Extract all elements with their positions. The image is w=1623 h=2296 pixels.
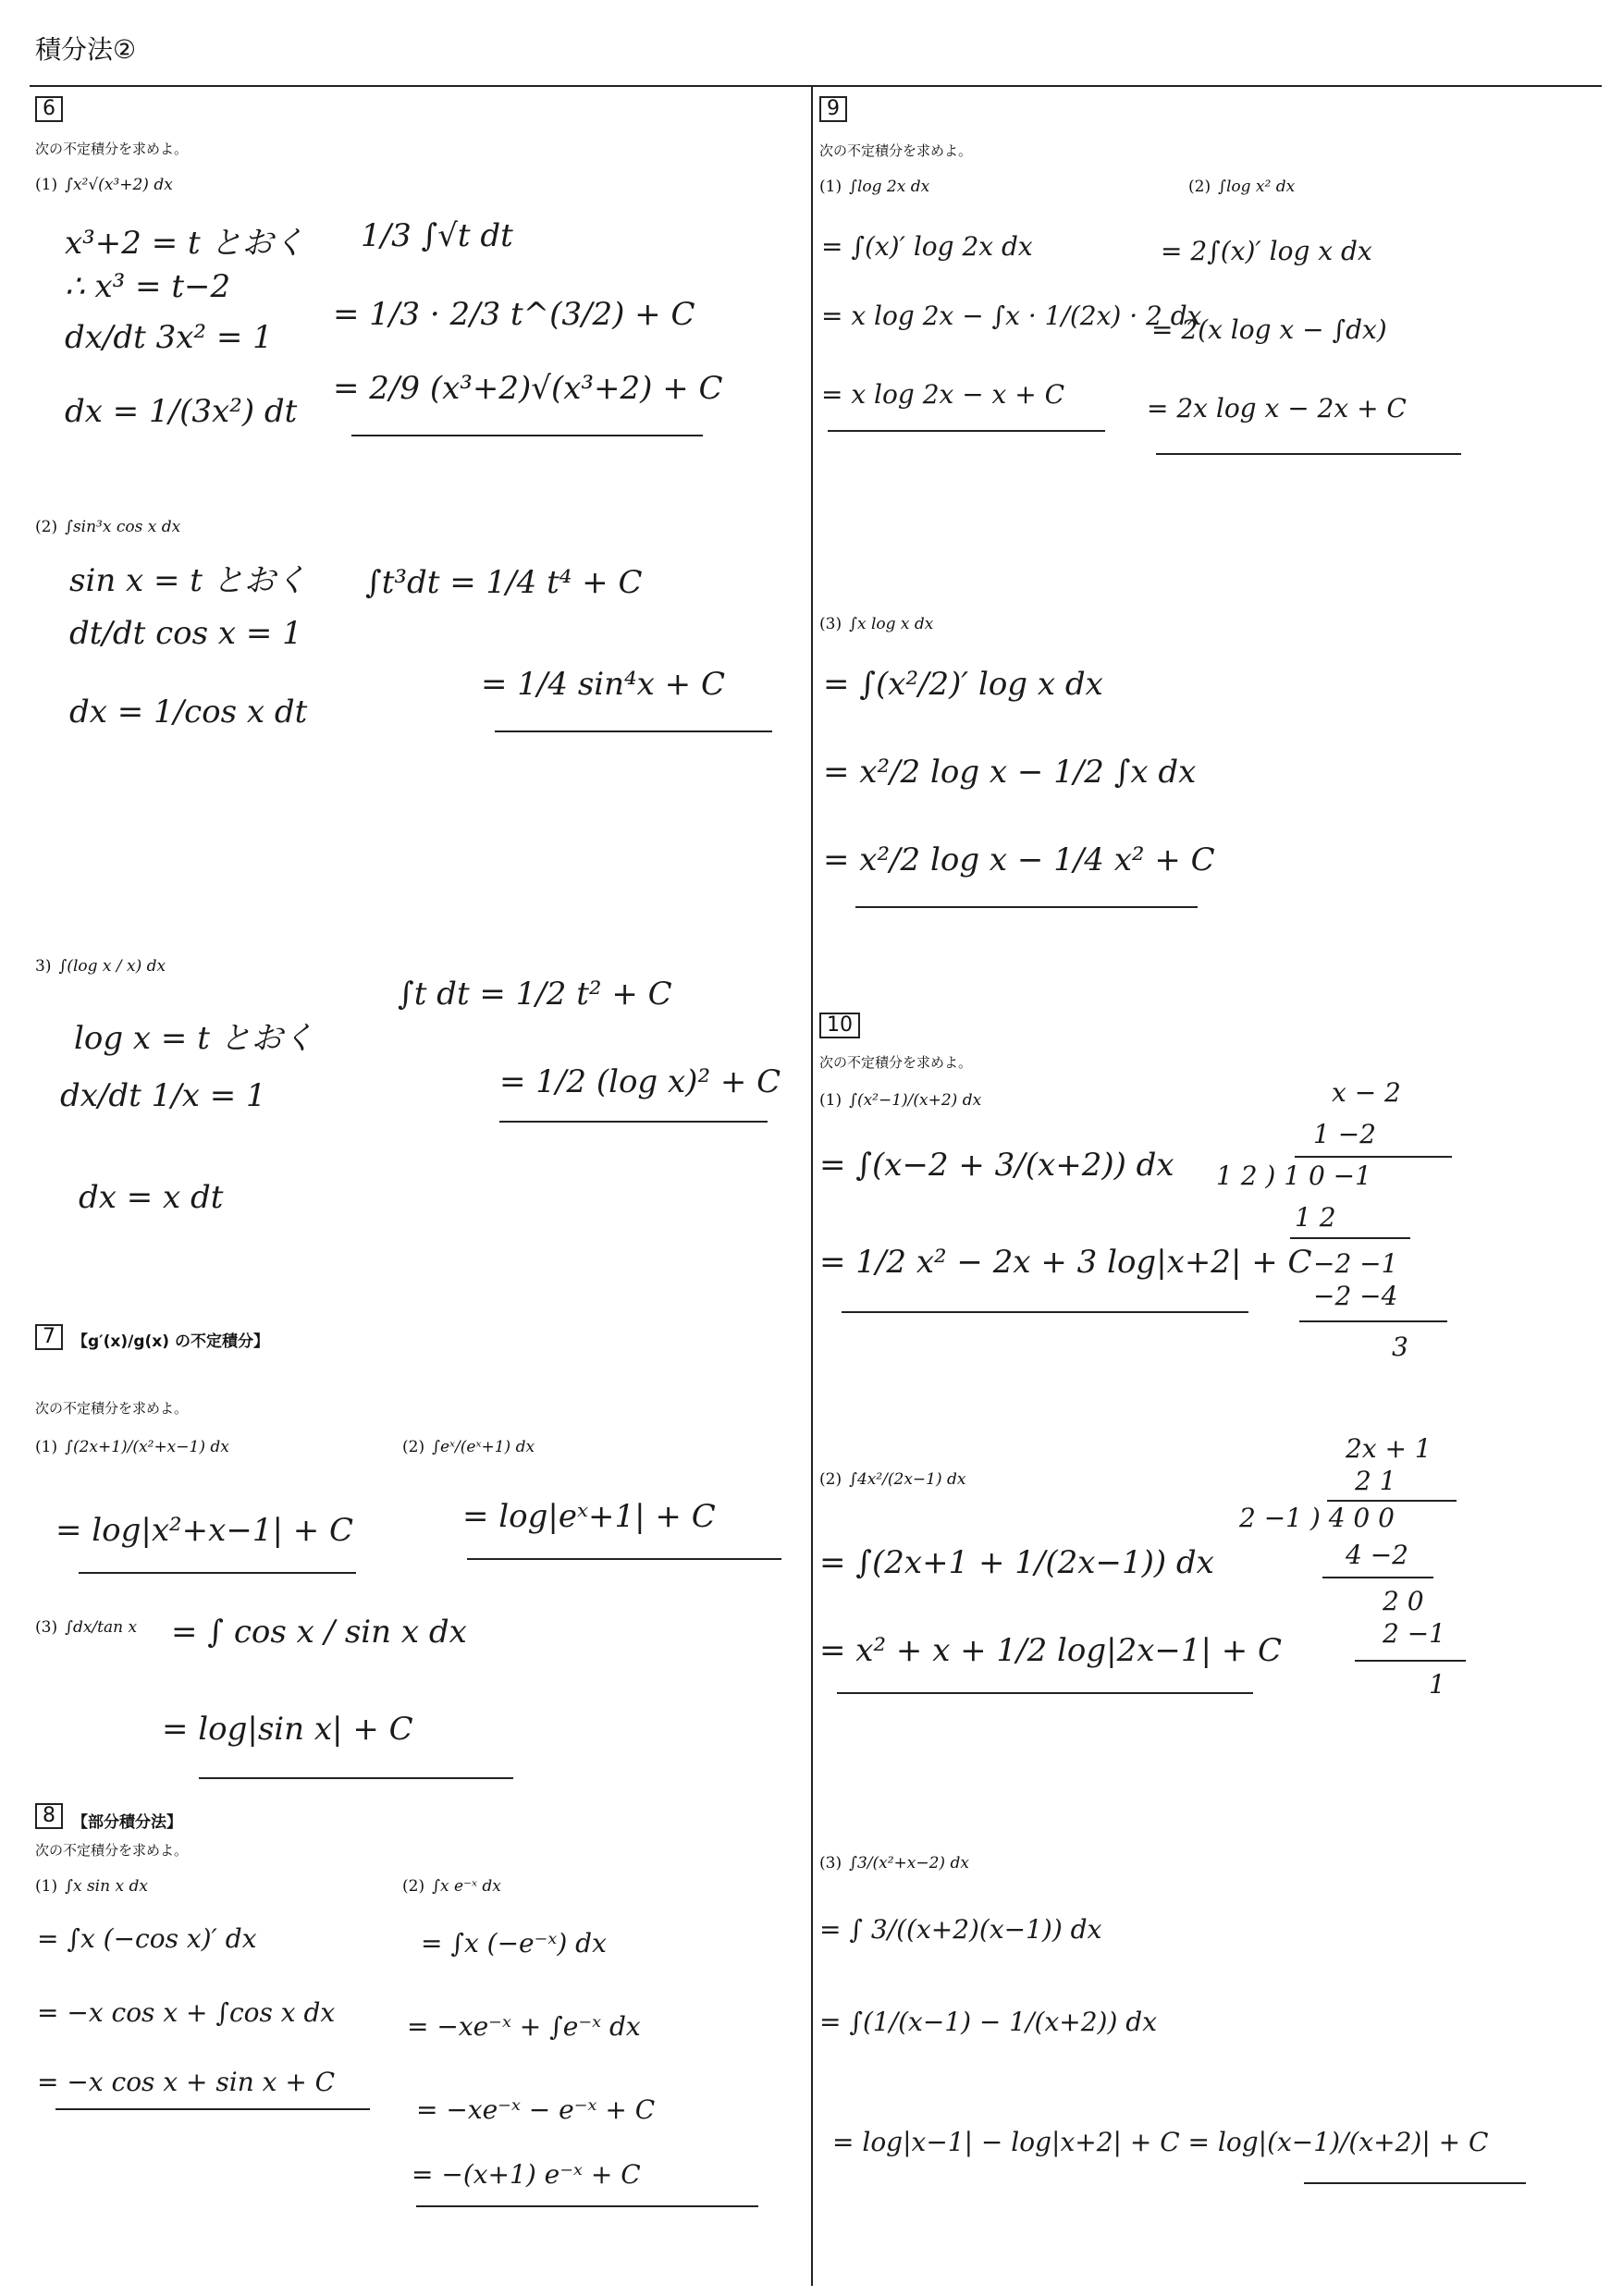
s8-p2-label: (2) [402,1877,425,1896]
s10-problem-1 [819,1091,981,1110]
s6-p2-expression: ∫sin³x cos x dx [65,518,181,536]
s10-p1-division-1: x − 2 [1332,1077,1401,1108]
s10-p1-division-5: −2 −1 [1313,1248,1398,1279]
s6-p3-answer-underline [499,1121,768,1123]
s6-p3-work-2: dx/dt 1/x = 1 [60,1077,266,1114]
s6-p3-expression: ∫(log x / x) dx [58,957,166,976]
section-10-instruction: 次の不定積分を求めよ。 [819,1054,973,1071]
s6-p1-step-3: = 2/9 (x³+2)√(x³+2) + C [333,370,723,407]
s10-p2-division-1: 2x + 1 [1346,1433,1432,1464]
s10-p2-division-bar-2 [1322,1577,1433,1578]
s7-p3-expression: ∫dx/tan x [65,1618,138,1637]
s10-p2-division-2: 2 1 [1355,1466,1396,1496]
s10-p2-division-5: 2 0 [1383,1586,1424,1616]
s10-p1-expression: ∫(x²−1)/(x+2) dx [849,1091,982,1110]
s9-p2-label: (2) [1188,178,1211,196]
s8-p2-step-4: = −(x+1) e⁻ˣ + C [412,2159,641,2190]
s9-problem-3 [819,615,933,633]
s9-p3-step-2: = x²/2 log x − 1/2 ∫x dx [823,754,1197,791]
section-7-heading: 【g′(x)/g(x) の不定積分】 [72,1332,269,1351]
s7-p3-label: (3) [35,1618,58,1637]
s7-p3-answer-underline [199,1777,513,1779]
s10-problem-3 [819,1854,969,1872]
s10-p1-label: (1) [819,1091,842,1110]
s6-p2-work-3: dx = 1/cos x dt [69,694,308,731]
s6-p3-label: 3) [35,957,52,976]
s6-p2-work-2: dt/dt cos x = 1 [69,615,302,652]
s6-p1-work-4: dx = 1/(3x²) dt [65,393,298,430]
section-8-instruction: 次の不定積分を求めよ。 [35,1842,189,1859]
s8-problem-1 [35,1877,148,1896]
s9-problem-1 [819,178,929,196]
s6-p1-step-1: 1/3 ∫√t dt [361,217,513,254]
section-9-number: 9 [819,96,847,122]
s7-p1-answer-underline [79,1572,356,1574]
s6-problem-3 [35,957,166,976]
s10-p1-division-7: 3 [1392,1332,1408,1362]
column-divider [811,85,813,2286]
s10-p2-expression: ∫4x²/(2x−1) dx [849,1470,966,1489]
s9-p3-expression: ∫x log x dx [849,615,934,633]
s9-p1-expression: ∫log 2x dx [849,178,930,196]
s6-p1-answer-underline [351,435,703,436]
page-title: 積分法② [35,34,137,65]
s9-p2-step-2: = 2(x log x − ∫dx) [1151,314,1387,345]
s8-p1-step-1: = ∫x (−cos x)′ dx [37,1923,257,1954]
s6-p2-answer-underline [495,731,772,732]
s10-p1-division-3: 1 2 ) 1 0 −1 [1216,1160,1371,1191]
s10-p2-step-1: = ∫(2x+1 + 1/(2x−1)) dx [819,1544,1214,1581]
s6-p2-step-2: = 1/4 sin⁴x + C [481,666,725,703]
s6-p3-work-1: log x = t とおく [74,1020,314,1057]
s9-p1-label: (1) [819,178,842,196]
s6-p3-work-3: dx = x dt [79,1179,224,1216]
s10-p3-answer-underline [1304,2182,1526,2184]
s7-p2-label: (2) [402,1438,425,1456]
s6-p1-work-2: ∴ x³ = t−2 [65,268,231,305]
s6-p2-label: (2) [35,518,58,536]
s8-p2-step-3: = −xe⁻ˣ − e⁻ˣ + C [416,2094,656,2125]
s6-p2-work-1: sin x = t とおく [69,562,307,599]
section-7-number: 7 [35,1324,63,1350]
s10-p2-division-bar-3 [1355,1660,1466,1662]
s9-p1-step-3: = x log 2x − x + C [821,379,1065,410]
s7-p2-expression: ∫eˣ/(eˣ+1) dx [432,1438,535,1456]
s10-p1-division-bar-2 [1290,1237,1410,1239]
s6-p1-work-1: x³+2 = t とおく [65,225,305,262]
s10-p1-division-bar-1 [1295,1156,1452,1158]
s10-p1-step-2: = 1/2 x² − 2x + 3 log|x+2| + C [819,1244,1312,1281]
s7-problem-1 [35,1438,229,1456]
s10-p2-division-4: 4 −2 [1346,1540,1408,1570]
s9-p1-step-2: = x log 2x − ∫x · 1/(2x) · 2 dx [821,301,1202,331]
s9-p2-step-3: = 2x log x − 2x + C [1147,393,1407,424]
s6-p3-step-1: ∫t dt = 1/2 t² + C [398,976,672,1013]
s6-p1-label: (1) [35,176,58,194]
s10-p2-label: (2) [819,1470,842,1489]
s9-p3-label: (3) [819,615,842,633]
s9-problem-2 [1188,178,1295,196]
section-10-number: 10 [819,1013,860,1038]
s7-problem-2 [402,1438,535,1456]
s6-p1-work-3: dx/dt 3x² = 1 [65,319,273,356]
s9-p3-step-1: = ∫(x²/2)′ log x dx [823,666,1103,703]
s7-p2-answer-underline [467,1558,781,1560]
s10-p3-expression: ∫3/(x²+x−2) dx [849,1854,969,1872]
s6-p3-step-2: = 1/2 (log x)² + C [499,1063,781,1100]
s10-p1-step-1: = ∫(x−2 + 3/(x+2)) dx [819,1147,1174,1184]
section-9-instruction: 次の不定積分を求めよ。 [819,142,973,159]
s10-p2-division-6: 2 −1 [1383,1618,1445,1649]
s8-p2-expression: ∫x e⁻ˣ dx [432,1877,501,1896]
s7-p3-answer: = log|sin x| + C [162,1711,413,1748]
s7-p1-label: (1) [35,1438,58,1456]
s10-p1-division-6: −2 −4 [1313,1281,1398,1311]
s9-p1-answer-underline [828,430,1105,432]
s10-p3-label: (3) [819,1854,842,1872]
s7-p2-answer: = log|eˣ+1| + C [462,1498,716,1535]
s9-p2-expression: ∫log x² dx [1218,178,1296,196]
s10-p1-division-2: 1 −2 [1313,1119,1376,1149]
s10-problem-2 [819,1470,966,1489]
s6-p1-step-2: = 1/3 · 2/3 t^(3/2) + C [333,296,695,333]
s10-p2-division-bar-1 [1327,1500,1457,1502]
s8-p1-step-2: = −x cos x + ∫cos x dx [37,1997,336,2028]
s6-p2-step-1: ∫t³dt = 1/4 t⁴ + C [365,564,643,601]
s10-p2-step-2: = x² + x + 1/2 log|2x−1| + C [819,1632,1283,1669]
s9-p2-answer-underline [1156,453,1461,455]
s10-p3-step-3: = log|x−1| − log|x+2| + C = log|(x−1)/(x+2)| + C [832,2127,1489,2157]
s8-p1-expression: ∫x sin x dx [65,1877,148,1896]
s6-p1-expression: ∫x²√(x³+2) dx [65,176,173,194]
s7-p1-expression: ∫(2x+1)/(x²+x−1) dx [65,1438,229,1456]
s7-problem-3 [35,1618,137,1637]
s8-p1-answer-underline [55,2108,370,2110]
s8-problem-2 [402,1877,501,1896]
s7-p1-answer: = log|x²+x−1| + C [55,1512,354,1549]
s8-p2-step-2: = −xe⁻ˣ + ∫e⁻ˣ dx [407,2011,641,2042]
s10-p1-division-4: 1 2 [1295,1202,1336,1233]
s8-p1-step-3: = −x cos x + sin x + C [37,2067,336,2097]
s9-p1-step-1: = ∫(x)′ log 2x dx [821,231,1033,262]
s10-p2-division-7: 1 [1429,1669,1445,1700]
section-6-instruction: 次の不定積分を求めよ。 [35,141,189,157]
s9-p3-step-3: = x²/2 log x − 1/4 x² + C [823,841,1215,878]
s8-p2-step-1: = ∫x (−e⁻ˣ) dx [421,1928,607,1958]
s10-p1-division-bar-3 [1299,1320,1447,1322]
s6-problem-2 [35,518,180,536]
s10-p2-division-3: 2 −1 ) 4 0 0 [1239,1503,1395,1533]
section-6-number: 6 [35,96,63,122]
s8-p1-label: (1) [35,1877,58,1896]
section-7-instruction: 次の不定積分を求めよ。 [35,1400,189,1417]
s9-p2-step-1: = 2∫(x)′ log x dx [1161,236,1372,266]
section-8-heading: 【部分積分法】 [72,1813,182,1832]
s6-problem-1 [35,176,173,194]
s10-p1-answer-underline [842,1311,1248,1313]
s8-p2-answer-underline [416,2205,758,2207]
s9-p3-answer-underline [855,906,1198,908]
s10-p2-answer-underline [837,1692,1253,1694]
s10-p3-step-1: = ∫ 3/((x+2)(x−1)) dx [819,1914,1102,1945]
section-8-number: 8 [35,1803,63,1829]
s7-p3-step: = ∫ cos x / sin x dx [171,1614,467,1651]
header-divider [30,85,1602,87]
s10-p3-step-2: = ∫(1/(x−1) − 1/(x+2)) dx [819,2007,1157,2037]
